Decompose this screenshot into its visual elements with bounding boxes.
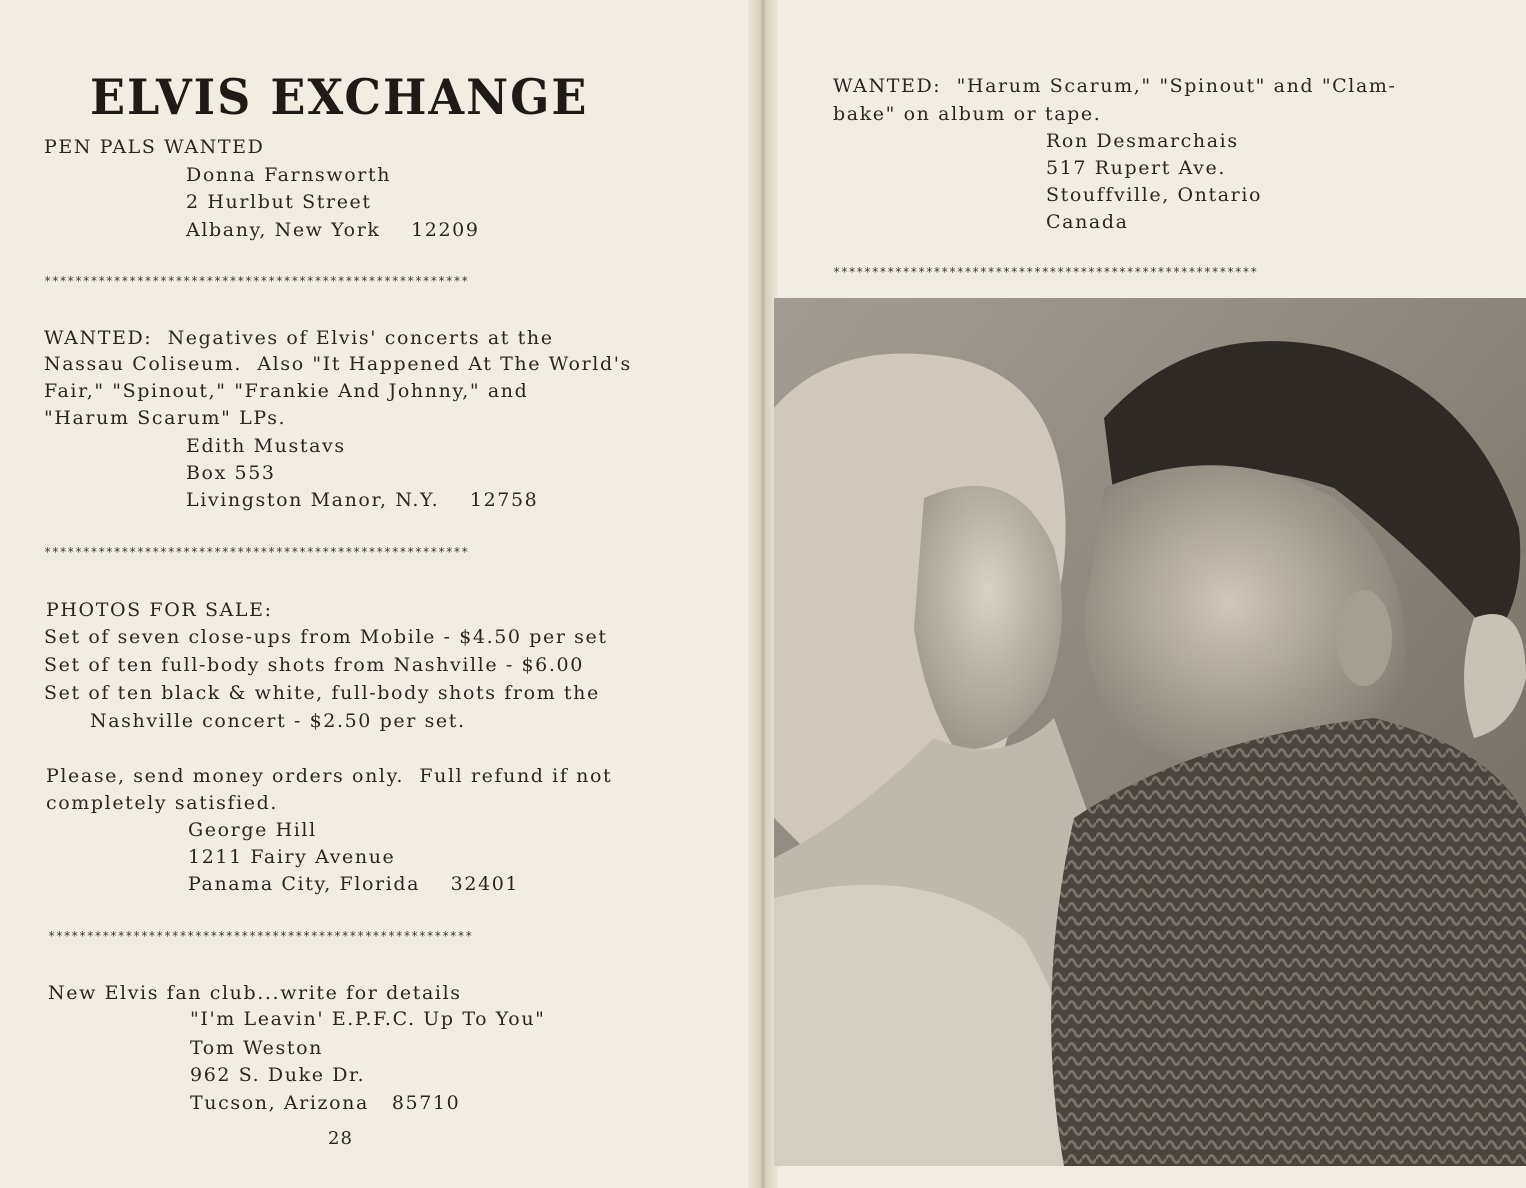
negatives-line-2: Nassau Coliseum. Also "It Happened At The World's: [44, 353, 632, 375]
separator-3: *******************************************************: [48, 929, 473, 943]
fan-club-name: "I'm Leavin' E.P.F.C. Up To You": [190, 1008, 546, 1030]
negatives-line-1: WANTED: Negatives of Elvis' concerts at the: [44, 327, 554, 349]
fan-club-street: 962 S. Duke Dr.: [190, 1064, 366, 1086]
wanted-city: Stouffville, Ontario: [1046, 184, 1263, 206]
photos-item-1: Set of seven close-ups from Mobile - $4.50 per set: [44, 626, 608, 648]
elvis-photo: [774, 298, 1526, 1166]
page-title: ELVIS EXCHANGE: [90, 68, 589, 126]
separator-1: *******************************************************: [44, 274, 469, 288]
photo-illustration: [774, 298, 1526, 1166]
photos-note-2: completely satisfied.: [46, 792, 279, 814]
wanted-name: Ron Desmarchais: [1046, 130, 1239, 152]
photos-name: George Hill: [188, 819, 317, 841]
pen-pals-street: 2 Hurlbut Street: [186, 191, 372, 213]
negatives-line-4: "Harum Scarum" LPs.: [44, 407, 287, 429]
page-number: 28: [328, 1128, 353, 1149]
photos-street: 1211 Fairy Avenue: [188, 846, 396, 868]
negatives-box: Box 553: [186, 462, 276, 484]
separator-2: *******************************************************: [44, 545, 469, 559]
wanted-street: 517 Rupert Ave.: [1046, 157, 1226, 179]
negatives-city: Livingston Manor, N.Y. 12758: [186, 489, 539, 511]
negatives-line-3: Fair," "Spinout," "Frankie And Johnny," and: [44, 380, 529, 402]
pen-pals-name: Donna Farnsworth: [186, 164, 392, 186]
photos-item-3-cont: Nashville concert - $2.50 per set.: [90, 710, 466, 732]
wanted-line-1: WANTED: "Harum Scarum," "Spinout" and "Clam-: [833, 75, 1397, 97]
photos-item-3: Set of ten black & white, full-body shots from the: [44, 682, 600, 704]
pen-pals-city: Albany, New York 12209: [186, 219, 480, 241]
photos-item-2: Set of ten full-body shots from Nashville - $6.00: [44, 654, 584, 676]
photos-heading: PHOTOS FOR SALE:: [46, 599, 273, 621]
wanted-country: Canada: [1046, 211, 1129, 233]
fan-club-text: New Elvis fan club...write for details: [48, 982, 462, 1004]
photos-note-1: Please, send money orders only. Full refund if not: [46, 765, 613, 787]
fan-club-contact: Tom Weston: [190, 1037, 323, 1059]
separator-right: *******************************************************: [833, 265, 1258, 279]
wanted-line-2: bake" on album or tape.: [833, 103, 1102, 125]
pen-pals-heading: PEN PALS WANTED: [44, 136, 265, 158]
photos-city: Panama City, Florida 32401: [188, 873, 520, 895]
negatives-name: Edith Mustavs: [186, 435, 346, 457]
fan-club-city: Tucson, Arizona 85710: [190, 1092, 461, 1114]
